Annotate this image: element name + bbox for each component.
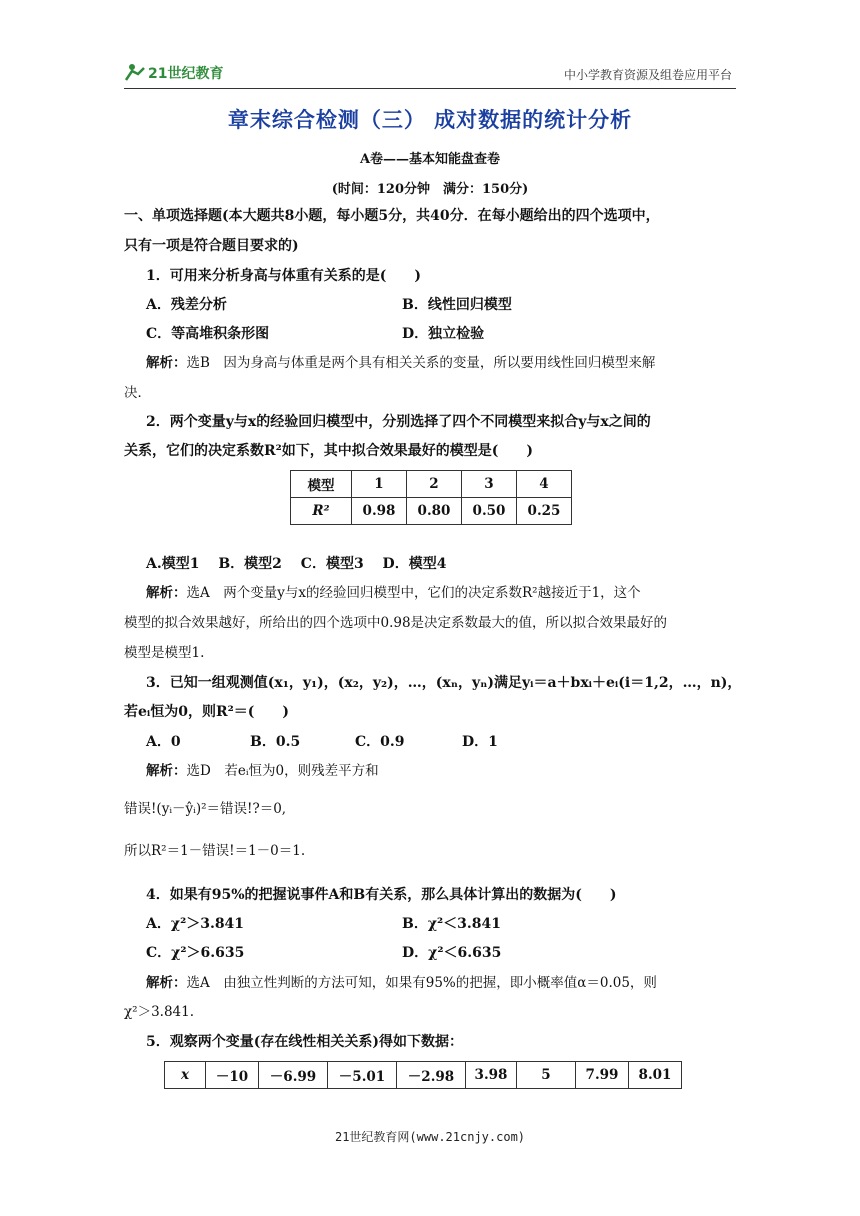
table-row-label: x [165,1062,206,1089]
subtitle: A卷——基本知能盘查卷 [359,152,501,167]
q4-option-d: D．χ²＜6.635 [402,945,502,961]
q4-answer-line1: 解析：选A 由独立性判断的方法可知，如果有95%的把握，即小概率值α＝0.05，则 [146,975,657,991]
q5-data-table [164,1061,682,1089]
table-cell: －2.98 [397,1062,466,1089]
q1-option-a: A．残差分析 [146,297,227,313]
q4-answer-line2: χ²＞3.841. [124,1004,195,1020]
section-heading-line2: 只有一项是符合题目要求的) [124,238,299,254]
q4-option-b: B．χ²＜3.841 [402,916,502,932]
table-cell: 0.80 [407,498,462,525]
q4-stem: 4．如果有95%的把握说事件A和B有关系，那么具体计算出的数据为( ) [146,887,617,903]
q3-stem-line1: 3．已知一组观测值(x₁，y₁)，(x₂，y₂)，…，(xₙ，yₙ)满足yᵢ＝a＋bxᵢ＋eᵢ(i＝1,2，…，n)， [146,675,742,691]
q3-formula-2: 所以R²＝1－错误!＝1－0＝1. [124,843,306,859]
q1-option-c: C．等高堆积条形图 [146,326,270,342]
q1-answer-line2: 决． [124,385,151,401]
q2-answer-line2: 模型的拟合效果越好，所给出的四个选项中0.98是决定系数最大的值，所以拟合效果最好的 [124,615,668,631]
q2-r2-table [290,470,572,525]
page-title: 章末综合检测（三） 成对数据的统计分析 [227,108,633,132]
table-header-cell: 1 [352,471,407,498]
table-cell: 0.50 [462,498,517,525]
q2-answer-line1: 解析：选A 两个变量y与x的经验回归模型中，它们的决定系数R²越接近于1，这个 [146,585,641,601]
q1-option-d: D．独立检验 [402,326,485,342]
header-platform-name: 中小学教育资源及组卷应用平台 [563,68,732,82]
q2-stem-line1: 2．两个变量y与x的经验回归模型中，分别选择了四个不同模型来拟合y与x之间的 [146,414,651,430]
time-info: (时间：120分钟 满分：150分) [331,182,529,197]
table-cell: 8.01 [629,1062,682,1089]
q3-option-d: D．1 [462,734,498,750]
table-cell: 3.98 [466,1062,517,1089]
page-footer: 21世纪教育网(www.21cnjy.com) [334,1130,526,1144]
table-cell: 5 [517,1062,576,1089]
table-header-cell: 3 [462,471,517,498]
q3-option-c: C．0.9 [355,734,405,750]
q1-stem: 1．可用来分析身高与体重有关系的是( ) [146,268,421,284]
q3-formula-1: 错误!(yᵢ－ŷᵢ)²＝错误!?＝0, [124,801,287,817]
q4-option-a: A．χ²＞3.841 [146,916,245,932]
q3-option-b: B．0.5 [250,734,301,750]
q2-answer-line3: 模型是模型1. [124,645,205,661]
table-cell: 0.25 [517,498,572,525]
table-row-label: R² [291,498,352,525]
q3-stem-line2: 若eᵢ恒为0，则R²＝( ) [124,704,290,720]
table-cell: 7.99 [576,1062,629,1089]
svg-text:21世纪教育: 21世纪教育 [148,66,224,82]
q2-options: A.模型1 B．模型2 C．模型3 D．模型4 [146,556,447,572]
table-header-cell: 4 [517,471,572,498]
q3-answer-line1: 解析：选D 若eᵢ恒为0，则残差平方和 [146,763,379,779]
site-logo [124,62,224,84]
table-header-cell: 2 [407,471,462,498]
page-header [124,58,736,89]
q4-option-c: C．χ²＞6.635 [146,945,245,961]
q1-option-b: B．线性回归模型 [402,297,512,313]
section-heading-line1: 一、单项选择题(本大题共8小题，每小题5分，共40分．在每小题给出的四个选项中， [124,208,660,224]
table-cell: －10 [206,1062,259,1089]
q3-option-a: A．0 [146,734,181,750]
q5-stem: 5．观察两个变量(存在线性相关关系)得如下数据： [146,1034,463,1050]
table-cell: 0.98 [352,498,407,525]
table-cell: －5.01 [328,1062,397,1089]
q2-stem-line2: 关系，它们的决定系数R²如下，其中拟合效果最好的模型是( ) [124,443,534,459]
q1-answer-line1: 解析：选B 因为身高与体重是两个具有相关关系的变量，所以要用线性回归模型来解 [146,355,656,371]
table-header-cell: 模型 [291,471,352,498]
table-cell: －6.99 [259,1062,328,1089]
